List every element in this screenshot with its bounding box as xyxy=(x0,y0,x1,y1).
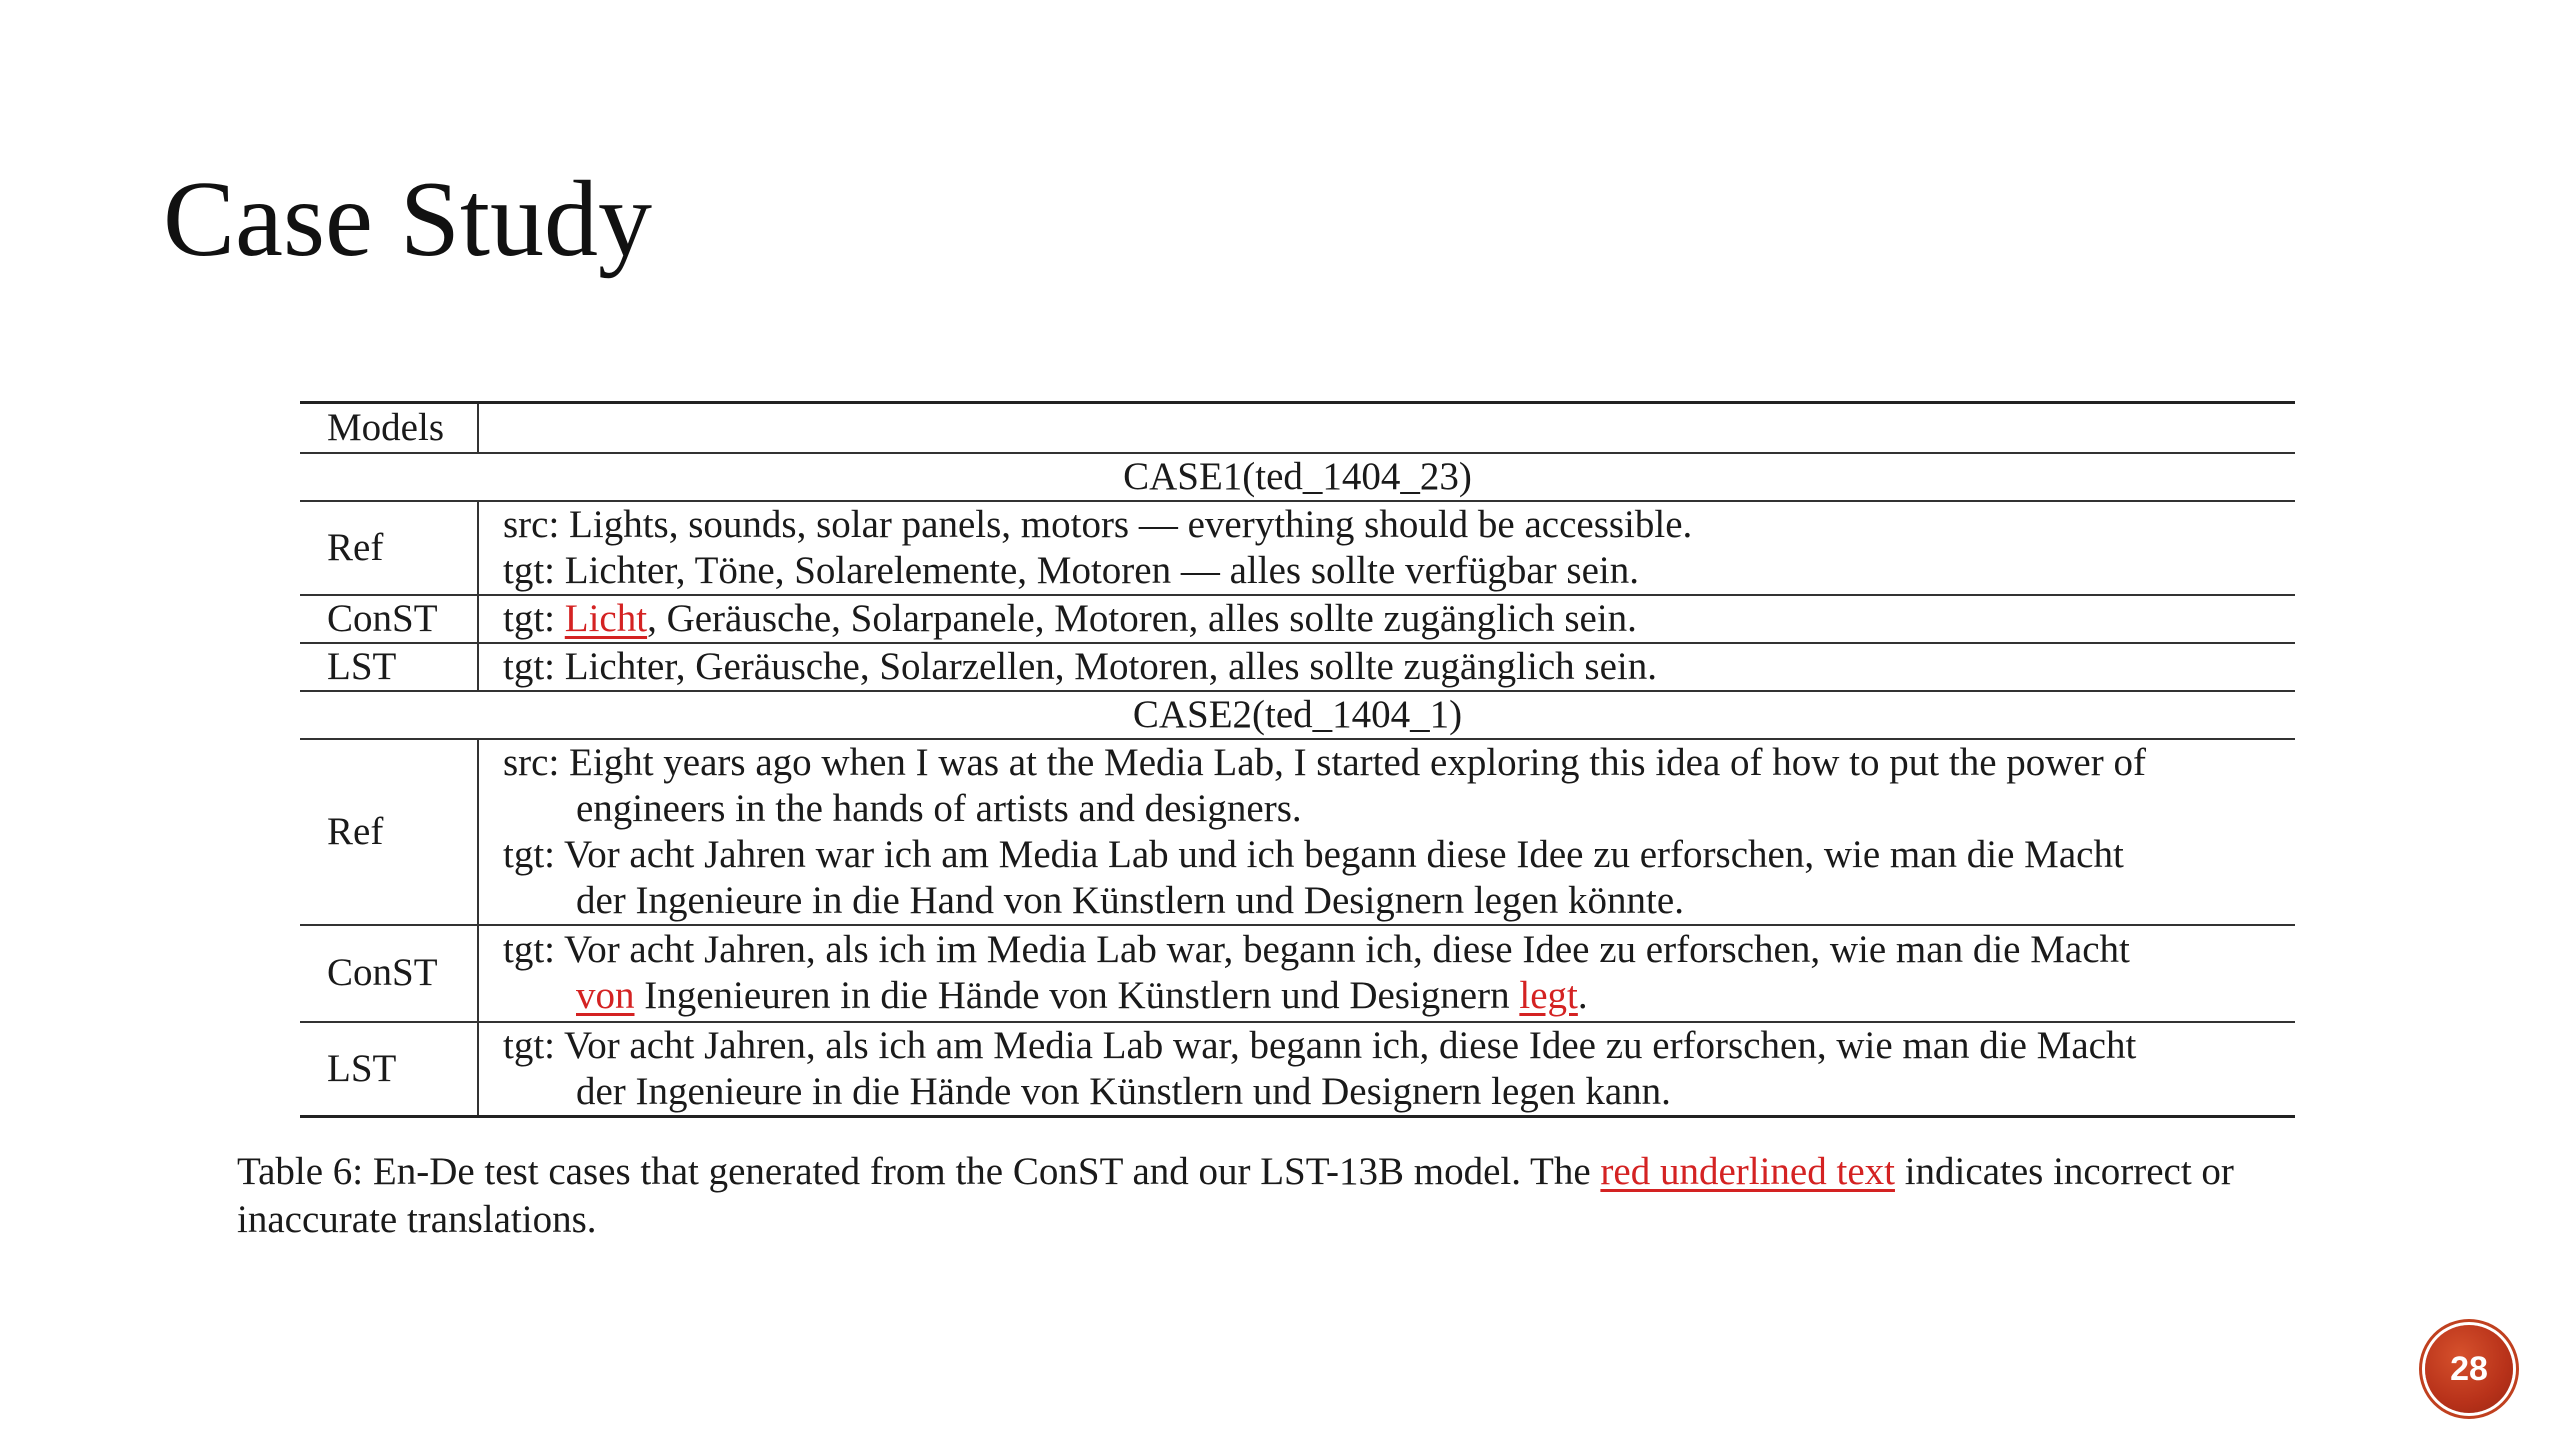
case2-lst-tgt-line1: tgt: Vor acht Jahren, als ich am Media Lab war, begann ich, diese Idee zu erforschen, wie man die Macht xyxy=(503,1023,2137,1067)
case2-ref-tgt-line2: der Ingenieure in die Hand von Künstlern und Designern legen könnte. xyxy=(576,878,1684,922)
case2-ref-label: Ref xyxy=(300,739,478,925)
case2-const-error-word-1: von xyxy=(576,974,635,1017)
case1-label: CASE1(ted_1404_23) xyxy=(300,453,2295,501)
table-caption xyxy=(237,1148,2377,1244)
case1-const-label: ConST xyxy=(300,595,478,643)
page-number: 28 xyxy=(2450,1349,2488,1388)
caption-highlight: red underlined text xyxy=(1600,1150,1895,1193)
case1-lst-row xyxy=(300,643,2295,691)
models-header: Models xyxy=(300,403,478,453)
case2-const-error-word-2: legt xyxy=(1519,974,1578,1017)
case2-const-text xyxy=(478,925,2295,1022)
case2-ref-tgt-line1: tgt: Vor acht Jahren war ich am Media Lab und ich begann diese Idee zu erforschen, wie man die Macht xyxy=(503,832,2124,876)
case1-const-row xyxy=(300,595,2295,643)
case2-ref-src-line2: engineers in the hands of artists and designers. xyxy=(576,786,1302,830)
caption-text-before: Table 6: En-De test cases that generated from the ConST and our LST-13B model. The xyxy=(237,1150,1601,1193)
case1-const-rest: , Geräusche, Solarpanele, Motoren, alles sollte zugänglich sein. xyxy=(647,596,1637,640)
case1-ref-tgt: tgt: Lichter, Töne, Solarelemente, Motoren — alles sollte verfügbar sein. xyxy=(503,548,1639,592)
slide-title: Case Study xyxy=(163,160,653,279)
case1-const-tgt xyxy=(503,596,2275,642)
case1-lst-tgt: tgt: Lichter, Geräusche, Solarzellen, Motoren, alles sollte zugänglich sein. xyxy=(503,644,1657,688)
table-header-row xyxy=(300,403,2295,453)
case2-const-tgt-line1: tgt: Vor acht Jahren, als ich im Media Lab war, begann ich, diese Idee zu erforschen, wie man die Macht xyxy=(503,928,2130,971)
case2-lst-text xyxy=(478,1022,2295,1117)
case2-const-end: . xyxy=(1577,974,1588,1017)
case2-const-label: ConST xyxy=(300,925,478,1022)
case1-label-row xyxy=(300,453,2295,501)
page-number-badge xyxy=(2425,1325,2513,1413)
case2-const-tgt-line2 xyxy=(503,973,2275,1019)
case2-lst-row xyxy=(300,1022,2295,1117)
case1-lst-text xyxy=(478,643,2295,691)
case2-const-mid: Ingenieuren in die Hände von Künstlern und Designern xyxy=(634,974,1520,1017)
case2-ref-row xyxy=(300,739,2295,925)
case1-ref-label: Ref xyxy=(300,501,478,595)
case1-const-text xyxy=(478,595,2295,643)
case2-const-row xyxy=(300,925,2295,1022)
case2-ref-src-line1: src: Eight years ago when I was at the Media Lab, I started exploring this idea of how to put the power of xyxy=(503,740,2146,784)
case1-ref-row xyxy=(300,501,2295,595)
case2-label: CASE2(ted_1404_1) xyxy=(300,691,2295,739)
case2-label-row xyxy=(300,691,2295,739)
caption-text-after: indicates incorrect or inaccurate translations. xyxy=(237,1150,2234,1241)
case1-lst-label: LST xyxy=(300,643,478,691)
case1-const-prefix: tgt: xyxy=(503,596,565,640)
case2-lst-tgt-line2: der Ingenieure in die Hände von Künstlern und Designern legen kann. xyxy=(576,1069,1671,1113)
case-study-table xyxy=(300,401,2295,1118)
header-empty-cell xyxy=(478,403,2295,453)
case1-ref-src: src: Lights, sounds, solar panels, motors — everything should be accessible. xyxy=(503,502,1693,546)
case1-const-error-word: Licht xyxy=(564,596,648,640)
case2-ref-text xyxy=(478,739,2295,925)
case2-lst-label: LST xyxy=(300,1022,478,1117)
case1-ref-text xyxy=(478,501,2295,595)
